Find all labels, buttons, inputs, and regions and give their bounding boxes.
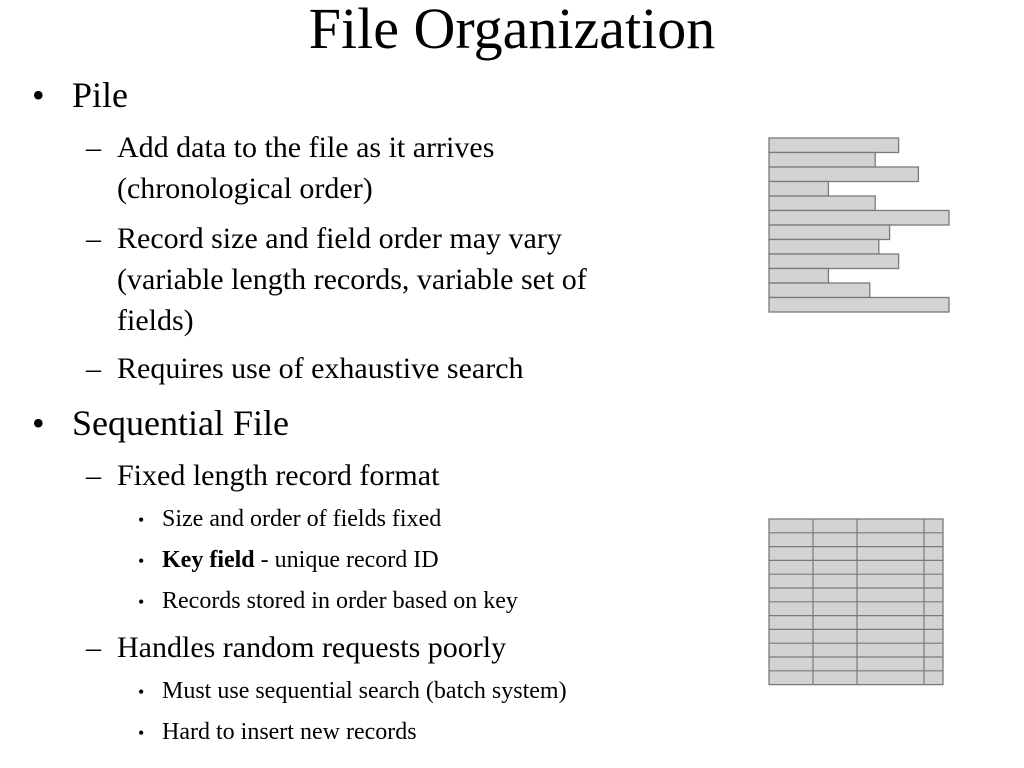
seq-item-fixed-length-text: Fixed length record format <box>117 459 440 492</box>
pile-item-add-data <box>86 127 666 209</box>
dash-icon: – <box>86 131 101 164</box>
seq-item-fixed-length <box>86 455 666 496</box>
seq-subitem-insert <box>138 718 417 747</box>
pile-item-add-data-text: Add data to the file as it arrives (chronological order) <box>117 131 495 205</box>
pile-record <box>769 254 899 269</box>
seq-subitem-insert-text: Hard to insert new records <box>162 719 417 745</box>
seq-item-random-requests-text: Handles random requests poorly <box>117 631 507 664</box>
bullet-icon: • <box>32 75 45 115</box>
seq-subitem-stored-order <box>138 587 518 616</box>
bullet-icon: • <box>138 723 145 743</box>
key-field-term: Key field <box>162 547 255 573</box>
dash-icon: – <box>86 222 101 255</box>
dash-icon: – <box>86 631 101 664</box>
pile-item-exhaustive-search-text: Requires use of exhaustive search <box>117 352 524 385</box>
seq-subitem-sequential-search <box>138 677 567 706</box>
bullet-icon: • <box>32 403 45 443</box>
seq-subitem-sequential-search-text: Must use sequential search (batch system) <box>162 678 567 704</box>
bullet-icon: • <box>138 551 145 571</box>
pile-record <box>769 138 899 153</box>
pile-record <box>769 298 949 313</box>
bullet-sequential-file-label: Sequential File <box>72 403 289 443</box>
bullet-sequential-file <box>32 403 289 443</box>
pile-record <box>769 283 870 298</box>
bullet-icon: • <box>138 682 145 702</box>
pile-item-record-size-text: Record size and field order may vary (variable length records, variable set of fields) <box>117 222 587 337</box>
bullet-icon: • <box>138 592 145 612</box>
bullet-pile <box>32 75 128 115</box>
pile-item-exhaustive-search <box>86 348 666 389</box>
pile-file-diagram <box>766 136 954 316</box>
seq-subitem-size-order <box>138 505 441 534</box>
seq-subitem-size-order-text: Size and order of fields fixed <box>162 506 442 532</box>
pile-record <box>769 153 875 168</box>
seq-item-random-requests <box>86 627 666 668</box>
seq-subitem-key-field <box>138 546 439 575</box>
pile-record <box>769 269 828 284</box>
sequential-file-diagram <box>766 516 948 690</box>
pile-record <box>769 196 875 211</box>
pile-record <box>769 211 949 226</box>
pile-record <box>769 182 828 197</box>
bullet-pile-label: Pile <box>72 75 129 115</box>
key-field-description: - unique record ID <box>254 547 439 573</box>
pile-record <box>769 240 879 255</box>
bullet-icon: • <box>138 510 145 530</box>
pile-record <box>769 167 918 182</box>
dash-icon: – <box>86 352 101 385</box>
pile-item-record-size <box>86 218 666 341</box>
slide-title: File Organization <box>308 0 716 61</box>
pile-record <box>769 225 890 240</box>
seq-subitem-stored-order-text: Records stored in order based on key <box>162 588 518 614</box>
dash-icon: – <box>86 459 101 492</box>
